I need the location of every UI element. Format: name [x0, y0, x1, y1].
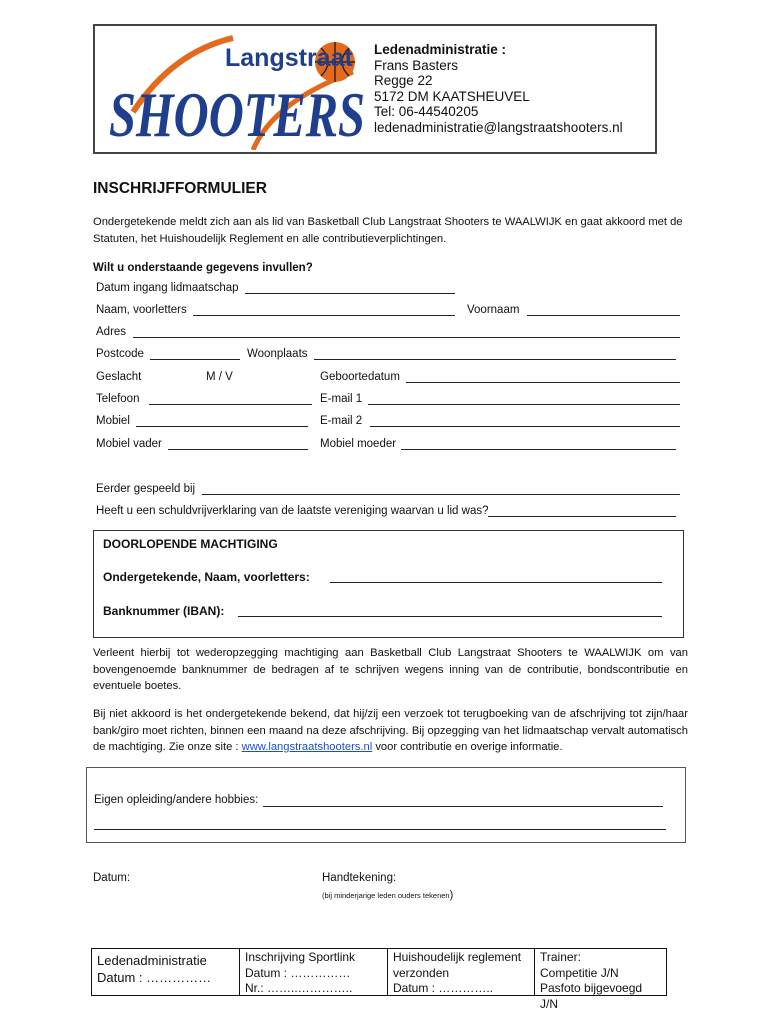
- label-datum-ingang: Datum ingang lidmaatschap: [96, 282, 239, 294]
- address-line: Regge 22: [374, 73, 433, 89]
- field-email2[interactable]: [370, 426, 680, 427]
- cell-text: Datum : ……………: [245, 965, 351, 980]
- label-mobiel: Mobiel: [96, 415, 130, 427]
- field-iban[interactable]: [238, 616, 662, 617]
- akkoord-text: [93, 706, 688, 756]
- label-email1: E-mail 1: [320, 393, 363, 405]
- field-schuldvrijverklaring[interactable]: [488, 516, 676, 517]
- address-line: 5172 DM KAATSHEUVEL: [374, 88, 530, 104]
- label-telefoon: Telefoon: [96, 393, 140, 405]
- header-box: [93, 24, 657, 154]
- signature-note-close: ): [449, 889, 454, 901]
- address-block: [374, 42, 623, 136]
- form-title: INSCHRIJFFORMULIER: [93, 180, 267, 197]
- cell-sportlink: [240, 949, 388, 995]
- langstraat-shooters-logo: [103, 32, 365, 150]
- field-mobiel-moeder[interactable]: [401, 449, 676, 450]
- signature-note: [322, 889, 453, 901]
- field-voornaam[interactable]: [527, 315, 680, 316]
- label-woonplaats: Woonplaats: [247, 348, 308, 360]
- label-iban: Banknummer (IBAN):: [103, 604, 225, 618]
- field-eerder-gespeeld[interactable]: [202, 494, 680, 495]
- address-line: Tel: 06-44540205: [374, 104, 479, 120]
- machtiging-title: DOORLOPENDE MACHTIGING: [103, 537, 278, 551]
- label-naam: Naam, voorletters: [96, 304, 187, 316]
- cell-text: Pasfoto bijgevoegd J/N: [540, 981, 643, 1011]
- field-datum-ingang[interactable]: [245, 293, 455, 294]
- field-telefoon[interactable]: [149, 404, 312, 405]
- akkoord-text-part: Bij niet akkoord is het ondergetekende bekend, dat hij/zij een verzoek tot terugboeking van de afschrijving tot zijn/haar bank/giro moet richten, binnen een maand na deze afschrijving. Bij opzegging van het lidmaatschap vervalt automatisch de machtiging. Zie onze site :: [93, 708, 688, 753]
- label-hobbies: Eigen opleiding/andere hobbies:: [94, 794, 259, 806]
- cell-text: Competitie J/N: [540, 965, 619, 980]
- label-email2: E-mail 2: [320, 415, 363, 427]
- intro-text: Ondergetekende meldt zich aan als lid van Basketball Club Langstraat Shooters te WAALWIJK en gaat akkoord met de Statuten, het Huishoudelijk Reglement en alle contributieverplichtingen.: [93, 216, 683, 245]
- field-hobbies[interactable]: [263, 806, 663, 807]
- label-mobiel-moeder: Mobiel moeder: [320, 438, 397, 450]
- label-schuldvrijverklaring: Heeft u een schuldvrijverklaring van de laatste vereniging waarvan u lid was?: [96, 505, 489, 517]
- field-mobiel[interactable]: [136, 426, 308, 427]
- label-voornaam: Voornaam: [467, 304, 520, 316]
- website-link[interactable]: www.langstraatshooters.nl: [241, 741, 373, 753]
- question-heading: Wilt u onderstaande gegevens invullen?: [93, 262, 313, 274]
- cell-text: verzonden: [393, 965, 450, 980]
- field-machtiging-naam[interactable]: [330, 582, 662, 583]
- address-line: Frans Basters: [374, 57, 459, 73]
- cell-text: Inschrijving Sportlink: [245, 950, 356, 964]
- office-use-table: [91, 948, 667, 1011]
- field-naam[interactable]: [193, 315, 455, 316]
- cell-text: Huishoudelijk reglement: [393, 950, 522, 964]
- field-mobiel-vader[interactable]: [168, 449, 308, 450]
- machtiging-box: [93, 530, 684, 638]
- address-email: ledenadministratie@langstraatshooters.nl: [374, 119, 623, 135]
- label-mobiel-vader: Mobiel vader: [96, 438, 162, 450]
- cell-trainer: [535, 949, 666, 1011]
- label-datum: Datum:: [93, 872, 131, 884]
- machtiging-text: Verleent hierbij tot wederopzegging machtiging aan Basketball Club Langstraat Shooters te WAALWIJK om van bovengenoemde banknummer de bedragen af te schrijven wegens inning van de contributie, bondscontributie en eventuele boetes.: [93, 647, 688, 692]
- geslacht-options[interactable]: M / V: [206, 371, 233, 383]
- logo-text-top: Langstraat: [225, 44, 353, 72]
- label-geboortedatum: Geboortedatum: [320, 371, 400, 383]
- signature-note-text: (bij minderjarige leden ouders tekenen: [322, 891, 450, 900]
- logo-text-main: SHOOTERS: [109, 79, 365, 150]
- cell-text: Trainer:: [540, 950, 581, 964]
- label-machtiging-naam: Ondergetekende, Naam, voorletters:: [103, 570, 310, 584]
- field-postcode[interactable]: [150, 359, 240, 360]
- cell-text: Datum : …………..: [393, 981, 494, 995]
- hobbies-box: [86, 767, 686, 843]
- cell-text: Nr.: ……..…………..: [245, 981, 353, 995]
- field-adres[interactable]: [133, 337, 680, 338]
- label-adres: Adres: [96, 326, 127, 338]
- field-woonplaats[interactable]: [314, 359, 676, 360]
- cell-huishoudelijk: [388, 949, 535, 995]
- field-hobbies-2[interactable]: [94, 829, 666, 830]
- field-geboortedatum[interactable]: [406, 382, 680, 383]
- field-email1[interactable]: [368, 404, 680, 405]
- cell-text: Ledenadministratie: [97, 953, 207, 968]
- label-geslacht: Geslacht: [96, 371, 142, 383]
- cell-ledenadministratie: [92, 949, 240, 995]
- label-handtekening: Handtekening:: [322, 872, 397, 884]
- address-title: Ledenadministratie :: [374, 42, 507, 57]
- label-postcode: Postcode: [96, 348, 144, 360]
- cell-text: Datum : ……………: [97, 970, 212, 985]
- label-eerder-gespeeld: Eerder gespeeld bij: [96, 483, 196, 495]
- akkoord-text-end: voor contributie en overige informatie.: [372, 741, 563, 753]
